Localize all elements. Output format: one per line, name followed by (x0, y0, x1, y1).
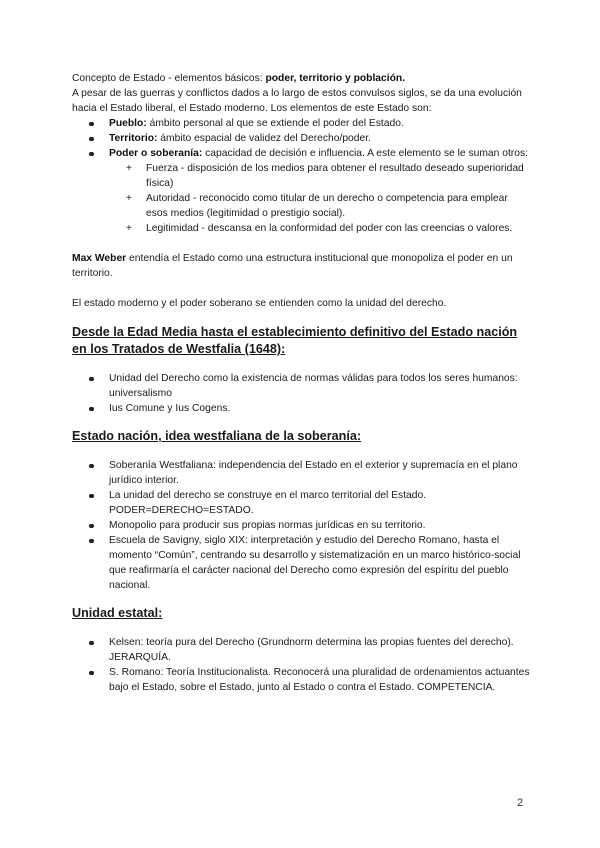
section-heading-westfalia: Desde la Edad Media hasta el establecimiento definitivo del Estado nación en los Tratados de Westfalia (1648): (72, 325, 518, 356)
formula-text: PODER=DERECHO=ESTADO. (109, 505, 254, 516)
element-desc: ámbito personal al que se extiende el poder del Estado. (146, 118, 404, 129)
list-item: Monopolio para producir sus propias normas jurídicas en su territorio. (72, 518, 532, 533)
weber-name: Max Weber (72, 253, 127, 264)
intro-line (72, 71, 532, 86)
section2-list (72, 458, 532, 593)
list-item (72, 146, 532, 236)
element-term: Poder o soberanía: (109, 148, 203, 159)
weber-paragraph (72, 251, 532, 281)
element-desc: capacidad de decisión e influencia. A este elemento se le suman otros: (202, 148, 528, 159)
intro-bold: poder, territorio y población. (265, 73, 406, 84)
sub-list-item: + Fuerza - disposición de los medios para obtener el resultado deseado superioridad física) (109, 161, 532, 191)
elements-list (72, 116, 532, 236)
element-term: Territorio: (109, 133, 158, 144)
list-item (72, 131, 532, 146)
page-number: 2 (517, 797, 524, 809)
modern-state-paragraph: El estado moderno y el poder soberano se entienden como la unidad del derecho. (72, 298, 447, 309)
sub-elements-list (109, 161, 532, 236)
list-item: Escuela de Savigny, siglo XIX: interpretación y estudio del Derecho Romano, hasta el momento “Común”, centrando su desarrollo y sistematización en un marco histórico-social que reafirmaría el carácter nacional del Derecho como expresión del espíritu del pueblo nacional. (72, 533, 532, 593)
list-item: Ius Comune y Ius Cogens. (72, 401, 532, 416)
list-item (72, 116, 532, 131)
section1-list (72, 371, 532, 416)
list-item: Unidad del Derecho como la existencia de normas válidas para todos los seres humanos: universalismo (72, 371, 532, 401)
sub-list-item: + Legitimidad - descansa en la conformidad del poder con las creencias o valores. (109, 221, 532, 236)
intro-paragraph: A pesar de las guerras y conflictos dados a lo largo de estos convulsos siglos, se da una evolución hacia el Estado liberal, el Estado moderno. Los elementos de este Estado son: (72, 88, 522, 114)
section-heading-estado-nacion: Estado nación, idea westfaliana de la soberanía: (72, 429, 362, 443)
list-item: S. Romano: Teoría Institucionalista. Reconocerá una pluralidad de ordenamientos actuantes bajo el Estado, sobre el Estado, junto al Estado o contra el Estado. COMPETENCIA. (72, 665, 532, 695)
weber-text: entendía el Estado como una estructura institucional que monopoliza el poder en un territorio. (72, 253, 513, 279)
element-term: Pueblo: (109, 118, 147, 129)
list-item: Soberanía Westfaliana: independencia del Estado en el exterior y supremacía en el plano jurídico interior. (72, 458, 532, 488)
list-item (72, 488, 532, 518)
list-item: Kelsen: teoría pura del Derecho (Grundnorm determina las propias fuentes del derecho). JERARQUÍA. (72, 635, 532, 665)
document-body (72, 71, 532, 695)
section-heading-unidad-estatal: Unidad estatal: (72, 606, 163, 620)
intro-label: Concepto de Estado - elementos básicos: (72, 73, 266, 84)
section3-list (72, 635, 532, 695)
sub-list-item: + Autoridad - reconocido como titular de un derecho o competencia para emplear esos medios (legitimidad o prestigio social). (109, 191, 532, 221)
element-desc: ámbito espacial de validez del Derecho/poder. (157, 133, 371, 144)
list-item-text: La unidad del derecho se construye en el marco territorial del Estado. (109, 490, 427, 501)
